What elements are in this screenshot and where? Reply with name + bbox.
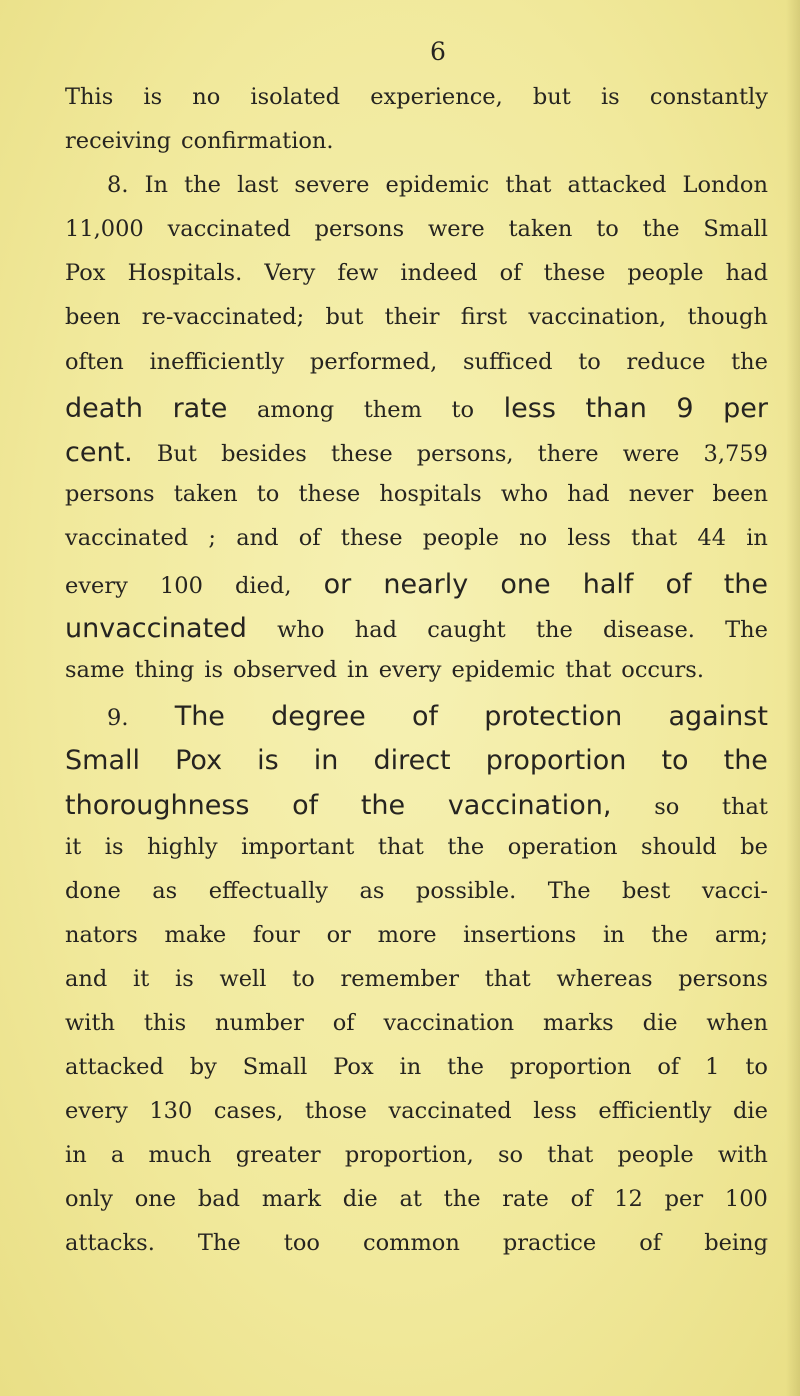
word: the [731, 348, 768, 375]
word: that [377, 833, 424, 860]
word: Small [65, 745, 140, 777]
text-line [65, 790, 768, 834]
word: highly [147, 833, 218, 860]
word: done [65, 877, 121, 904]
word: who [500, 480, 549, 507]
word: of [412, 701, 439, 733]
word: per [723, 392, 768, 424]
word: important [241, 833, 355, 860]
text-line [65, 84, 768, 128]
word: of [332, 1009, 355, 1036]
word: or [326, 921, 351, 948]
word: among [256, 396, 335, 423]
word: had [725, 260, 768, 287]
word: the [447, 1054, 484, 1081]
word: these [543, 260, 606, 287]
word: The [197, 1230, 241, 1257]
word: to [745, 1054, 768, 1081]
word: of [499, 260, 522, 287]
word: greater [235, 1142, 321, 1169]
word: died, [235, 573, 292, 600]
word: to [596, 216, 619, 243]
word: epidemic [451, 657, 556, 684]
word: 9. [107, 705, 129, 732]
word: as [152, 877, 178, 904]
word: inefficiently [149, 348, 285, 375]
word: bad [197, 1186, 241, 1213]
word: that [484, 965, 531, 992]
word: be [740, 833, 768, 860]
word: to [292, 965, 315, 992]
word: persons [678, 965, 768, 992]
word: persons, [416, 440, 514, 467]
word: few [337, 260, 379, 287]
word: that [505, 172, 552, 199]
word: The [725, 617, 768, 644]
text-line [65, 172, 768, 216]
word: this [143, 1009, 187, 1036]
word: the [651, 921, 689, 948]
word: of [292, 789, 319, 821]
word: remember [340, 965, 460, 992]
word: London [682, 172, 768, 199]
word: rate [502, 1186, 549, 1213]
word: effectually [208, 877, 328, 904]
word: a [110, 1142, 125, 1169]
text-line [65, 128, 768, 172]
word: cent. [65, 436, 133, 468]
word: well [219, 965, 267, 992]
word: vaccination, [528, 304, 667, 331]
word: taken [508, 216, 573, 243]
word: occurs. [621, 657, 704, 684]
word: and [65, 965, 108, 992]
word: less [533, 1098, 577, 1125]
word: as [359, 877, 385, 904]
word: to [661, 745, 689, 777]
word: observed [233, 657, 337, 684]
word: die [642, 1009, 678, 1036]
word: reduce [626, 348, 706, 375]
text-line [65, 349, 768, 393]
word: with [65, 1009, 115, 1036]
word: though [687, 304, 768, 331]
word: there [537, 440, 599, 467]
word: 100 [724, 1186, 768, 1213]
word: had [354, 617, 398, 644]
word: that [547, 1142, 594, 1169]
word: proportion, [344, 1142, 474, 1169]
word: that [565, 657, 612, 684]
word: persons [65, 480, 155, 507]
word: were [428, 216, 485, 243]
word: The [174, 701, 225, 733]
word: that [631, 524, 678, 551]
text-line [65, 260, 768, 304]
body-text [65, 84, 768, 1275]
word: die [342, 1186, 378, 1213]
word: whereas [556, 965, 653, 992]
word: indeed [400, 260, 478, 287]
word: Very [264, 260, 316, 287]
text-line [65, 525, 768, 569]
word: experience, [370, 84, 503, 110]
word: so [497, 1142, 524, 1169]
word: sufficed [462, 348, 553, 375]
word: their [384, 304, 440, 331]
word: is [257, 745, 279, 777]
word: disease. [603, 617, 695, 644]
word: often [65, 348, 124, 375]
word: Pox [333, 1054, 374, 1081]
text-line [65, 481, 768, 525]
word: the [723, 569, 768, 601]
word: more [377, 921, 437, 948]
word: efficiently [598, 1098, 712, 1125]
word: common [362, 1230, 460, 1257]
word: mark [261, 1186, 321, 1213]
word: thoroughness [65, 789, 250, 821]
word: Small [703, 216, 768, 243]
word: been [712, 480, 768, 507]
word: in [602, 921, 625, 948]
word: is [143, 84, 163, 110]
word: cases, [213, 1098, 284, 1125]
word: to [256, 480, 280, 507]
word: This [65, 84, 114, 110]
word: Small [242, 1054, 308, 1081]
word: with [717, 1142, 768, 1169]
word: 1 [705, 1054, 720, 1081]
word: no [519, 524, 548, 551]
word: vacci- [701, 877, 768, 904]
word: them [363, 396, 422, 423]
word: the [642, 216, 680, 243]
text-line [65, 878, 768, 922]
word: of [639, 1230, 662, 1257]
word: in [347, 657, 369, 684]
word: in [399, 1054, 422, 1081]
word: besides [221, 440, 307, 467]
word: 12 [614, 1186, 643, 1213]
word: the [723, 745, 768, 777]
word: never [628, 480, 694, 507]
word: those [304, 1098, 367, 1125]
word: it [65, 833, 82, 860]
word: too [283, 1230, 320, 1257]
word: nators [65, 921, 138, 948]
word: degree [271, 701, 366, 733]
word: attacked [567, 172, 667, 199]
word: one [134, 1186, 177, 1213]
word: The [547, 877, 591, 904]
word: four [252, 921, 300, 948]
word: against [668, 701, 768, 733]
text-line [65, 1186, 768, 1230]
word: so [654, 793, 680, 820]
word: vaccinated [167, 216, 291, 243]
word: re-vaccinated; [141, 304, 305, 331]
word: is [600, 84, 620, 110]
word: every [65, 573, 128, 600]
word: 130 [149, 1098, 193, 1125]
word: isolated [250, 84, 341, 110]
word: or [323, 569, 352, 601]
word: is [175, 965, 194, 992]
word: vaccinated [65, 524, 189, 551]
word: nearly [383, 569, 469, 601]
word: when [706, 1009, 768, 1036]
word: insertions [463, 921, 577, 948]
word: should [641, 833, 717, 860]
word: 44 [697, 524, 727, 551]
word: the [184, 172, 221, 199]
word: direct [373, 745, 451, 777]
word: is [104, 833, 124, 860]
word: less [567, 524, 611, 551]
word: epidemic [385, 172, 490, 199]
word: vaccination [383, 1009, 515, 1036]
word: proportion [509, 1054, 632, 1081]
word: half [582, 569, 634, 601]
word: the [360, 789, 406, 821]
word: it [133, 965, 150, 992]
text-line [65, 966, 768, 1010]
word: who [277, 617, 325, 644]
word: less [503, 392, 556, 424]
text-line [65, 834, 768, 878]
word: confirmation. [181, 128, 334, 155]
word: In [144, 172, 168, 199]
text-line [65, 613, 768, 657]
word: vaccinated [388, 1098, 512, 1125]
word: than [585, 392, 647, 424]
word: of [665, 569, 692, 601]
page-number: 6 [430, 37, 446, 66]
text-line [65, 393, 768, 437]
word: been [65, 304, 121, 331]
word: best [622, 877, 671, 904]
word: but [325, 304, 364, 331]
word: rate [172, 392, 228, 424]
word: by [189, 1054, 217, 1081]
word: and [236, 524, 279, 551]
word: of [657, 1054, 680, 1081]
word: practice [502, 1230, 597, 1257]
text-line [65, 922, 768, 966]
word: Hospitals. [127, 260, 243, 287]
word: every [65, 1098, 128, 1125]
text-line [65, 1230, 768, 1274]
word: 3,759 [703, 440, 768, 467]
word: these [330, 440, 393, 467]
word: attacked [65, 1054, 164, 1081]
word: 11,000 [65, 216, 144, 243]
text-line [65, 657, 768, 701]
word: in [313, 745, 339, 777]
word: the [443, 1186, 481, 1213]
word: being [704, 1230, 768, 1257]
word: Pox [65, 260, 106, 287]
word: people [617, 1142, 694, 1169]
word: death [65, 392, 143, 424]
word: unvaccinated [65, 613, 247, 645]
word: make [164, 921, 227, 948]
word: were [622, 440, 680, 467]
word: 100 [159, 573, 203, 600]
word: the [535, 617, 573, 644]
word: had [567, 480, 610, 507]
word: marks [543, 1009, 614, 1036]
word: to [451, 396, 475, 423]
word: that [721, 793, 768, 820]
word: caught [427, 617, 506, 644]
word: last [237, 172, 279, 199]
word: hospitals [379, 480, 482, 507]
word: number [215, 1009, 304, 1036]
word: no [192, 84, 221, 110]
text-line [65, 1098, 768, 1142]
text-line [65, 437, 768, 481]
word: attacks. [65, 1230, 155, 1257]
text-line [65, 701, 768, 745]
word: 9 [676, 392, 694, 424]
page-edge-shadow [786, 0, 800, 1396]
text-line [65, 216, 768, 260]
text-line [65, 569, 768, 613]
word: proportion [485, 745, 627, 777]
word: these [298, 480, 361, 507]
word: people [422, 524, 499, 551]
word: of [298, 524, 321, 551]
word: severe [294, 172, 370, 199]
word: much [148, 1142, 212, 1169]
word: Pox [175, 745, 223, 777]
word: per [664, 1186, 704, 1213]
word: every [378, 657, 442, 684]
word: vaccination, [447, 789, 612, 821]
word: persons [314, 216, 405, 243]
word: thing [134, 657, 195, 684]
word: ; [208, 524, 216, 551]
word: is [204, 657, 223, 684]
word: die [733, 1098, 768, 1125]
word: receiving [65, 128, 171, 155]
text-line [65, 304, 768, 348]
word: taken [173, 480, 238, 507]
word: but [532, 84, 571, 110]
word: possible. [415, 877, 517, 904]
word: people [627, 260, 704, 287]
word: arm; [714, 921, 768, 948]
word: 8. [107, 172, 129, 199]
word: to [578, 348, 601, 375]
word: of [570, 1186, 593, 1213]
word: these [340, 524, 403, 551]
word: in [65, 1142, 87, 1169]
text-line [65, 1142, 768, 1186]
word: at [399, 1186, 422, 1213]
word: the [447, 833, 485, 860]
word: But [156, 440, 197, 467]
word: performed, [309, 348, 438, 375]
text-line [65, 745, 768, 789]
text-line [65, 1010, 768, 1054]
word: first [460, 304, 508, 331]
word: constantly [649, 84, 768, 110]
word: operation [507, 833, 618, 860]
word: in [746, 524, 768, 551]
word: one [500, 569, 551, 601]
word: protection [484, 701, 623, 733]
text-line [65, 1054, 768, 1098]
word: same [65, 657, 125, 684]
word: only [65, 1186, 113, 1213]
